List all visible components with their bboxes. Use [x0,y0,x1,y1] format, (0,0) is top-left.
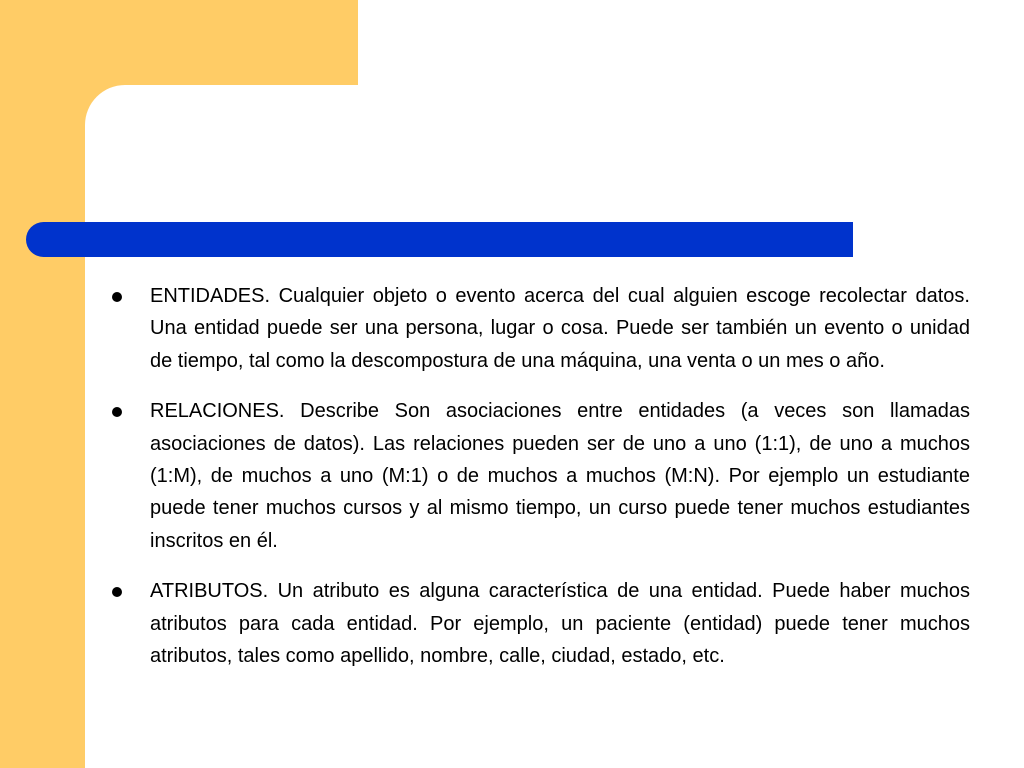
bullet-atributos [108,575,970,672]
bullet-dot-icon [112,292,122,302]
bullet-text: Un atributo es alguna característica de una entidad. Puede haber muchos atributos para cada entidad. Por ejemplo, un paciente (entidad) puede tener muchos atributos, tales como apellido, nombre, calle, ciudad, estado, etc. [150,580,970,668]
bullet-text: Describe Son asociaciones entre entidades (a veces son llamadas asociaciones de datos). Las relaciones pueden ser de uno a uno (1:1), de uno a muchos (1:M), de muchos a uno (M:1) o de muchos a muchos (M:N). Por ejemplo un estudiante puede tener muchos cursos y al mismo tiempo, un curso puede tener muchos estudiantes inscritos en él. [150,400,970,552]
blue-title-bar [26,222,853,257]
bullet-dot-icon [112,407,122,417]
bullet-term: ATRIBUTOS. [150,580,269,603]
bullet-text: Cualquier objeto o evento acerca del cual alguien escoge recolectar datos. Una entidad puede ser una persona, lugar o cosa. Puede ser también un evento o unidad de tiempo, tal como la descompostura de una máquina, una venta o un mes o año. [150,285,970,372]
bullet-list [108,280,970,690]
bullet-entidades [108,280,970,377]
bullet-dot-icon [112,587,122,597]
bullet-relaciones [108,395,970,557]
bullet-term: RELACIONES. [150,400,285,423]
bullet-term: ENTIDADES. [150,285,271,307]
